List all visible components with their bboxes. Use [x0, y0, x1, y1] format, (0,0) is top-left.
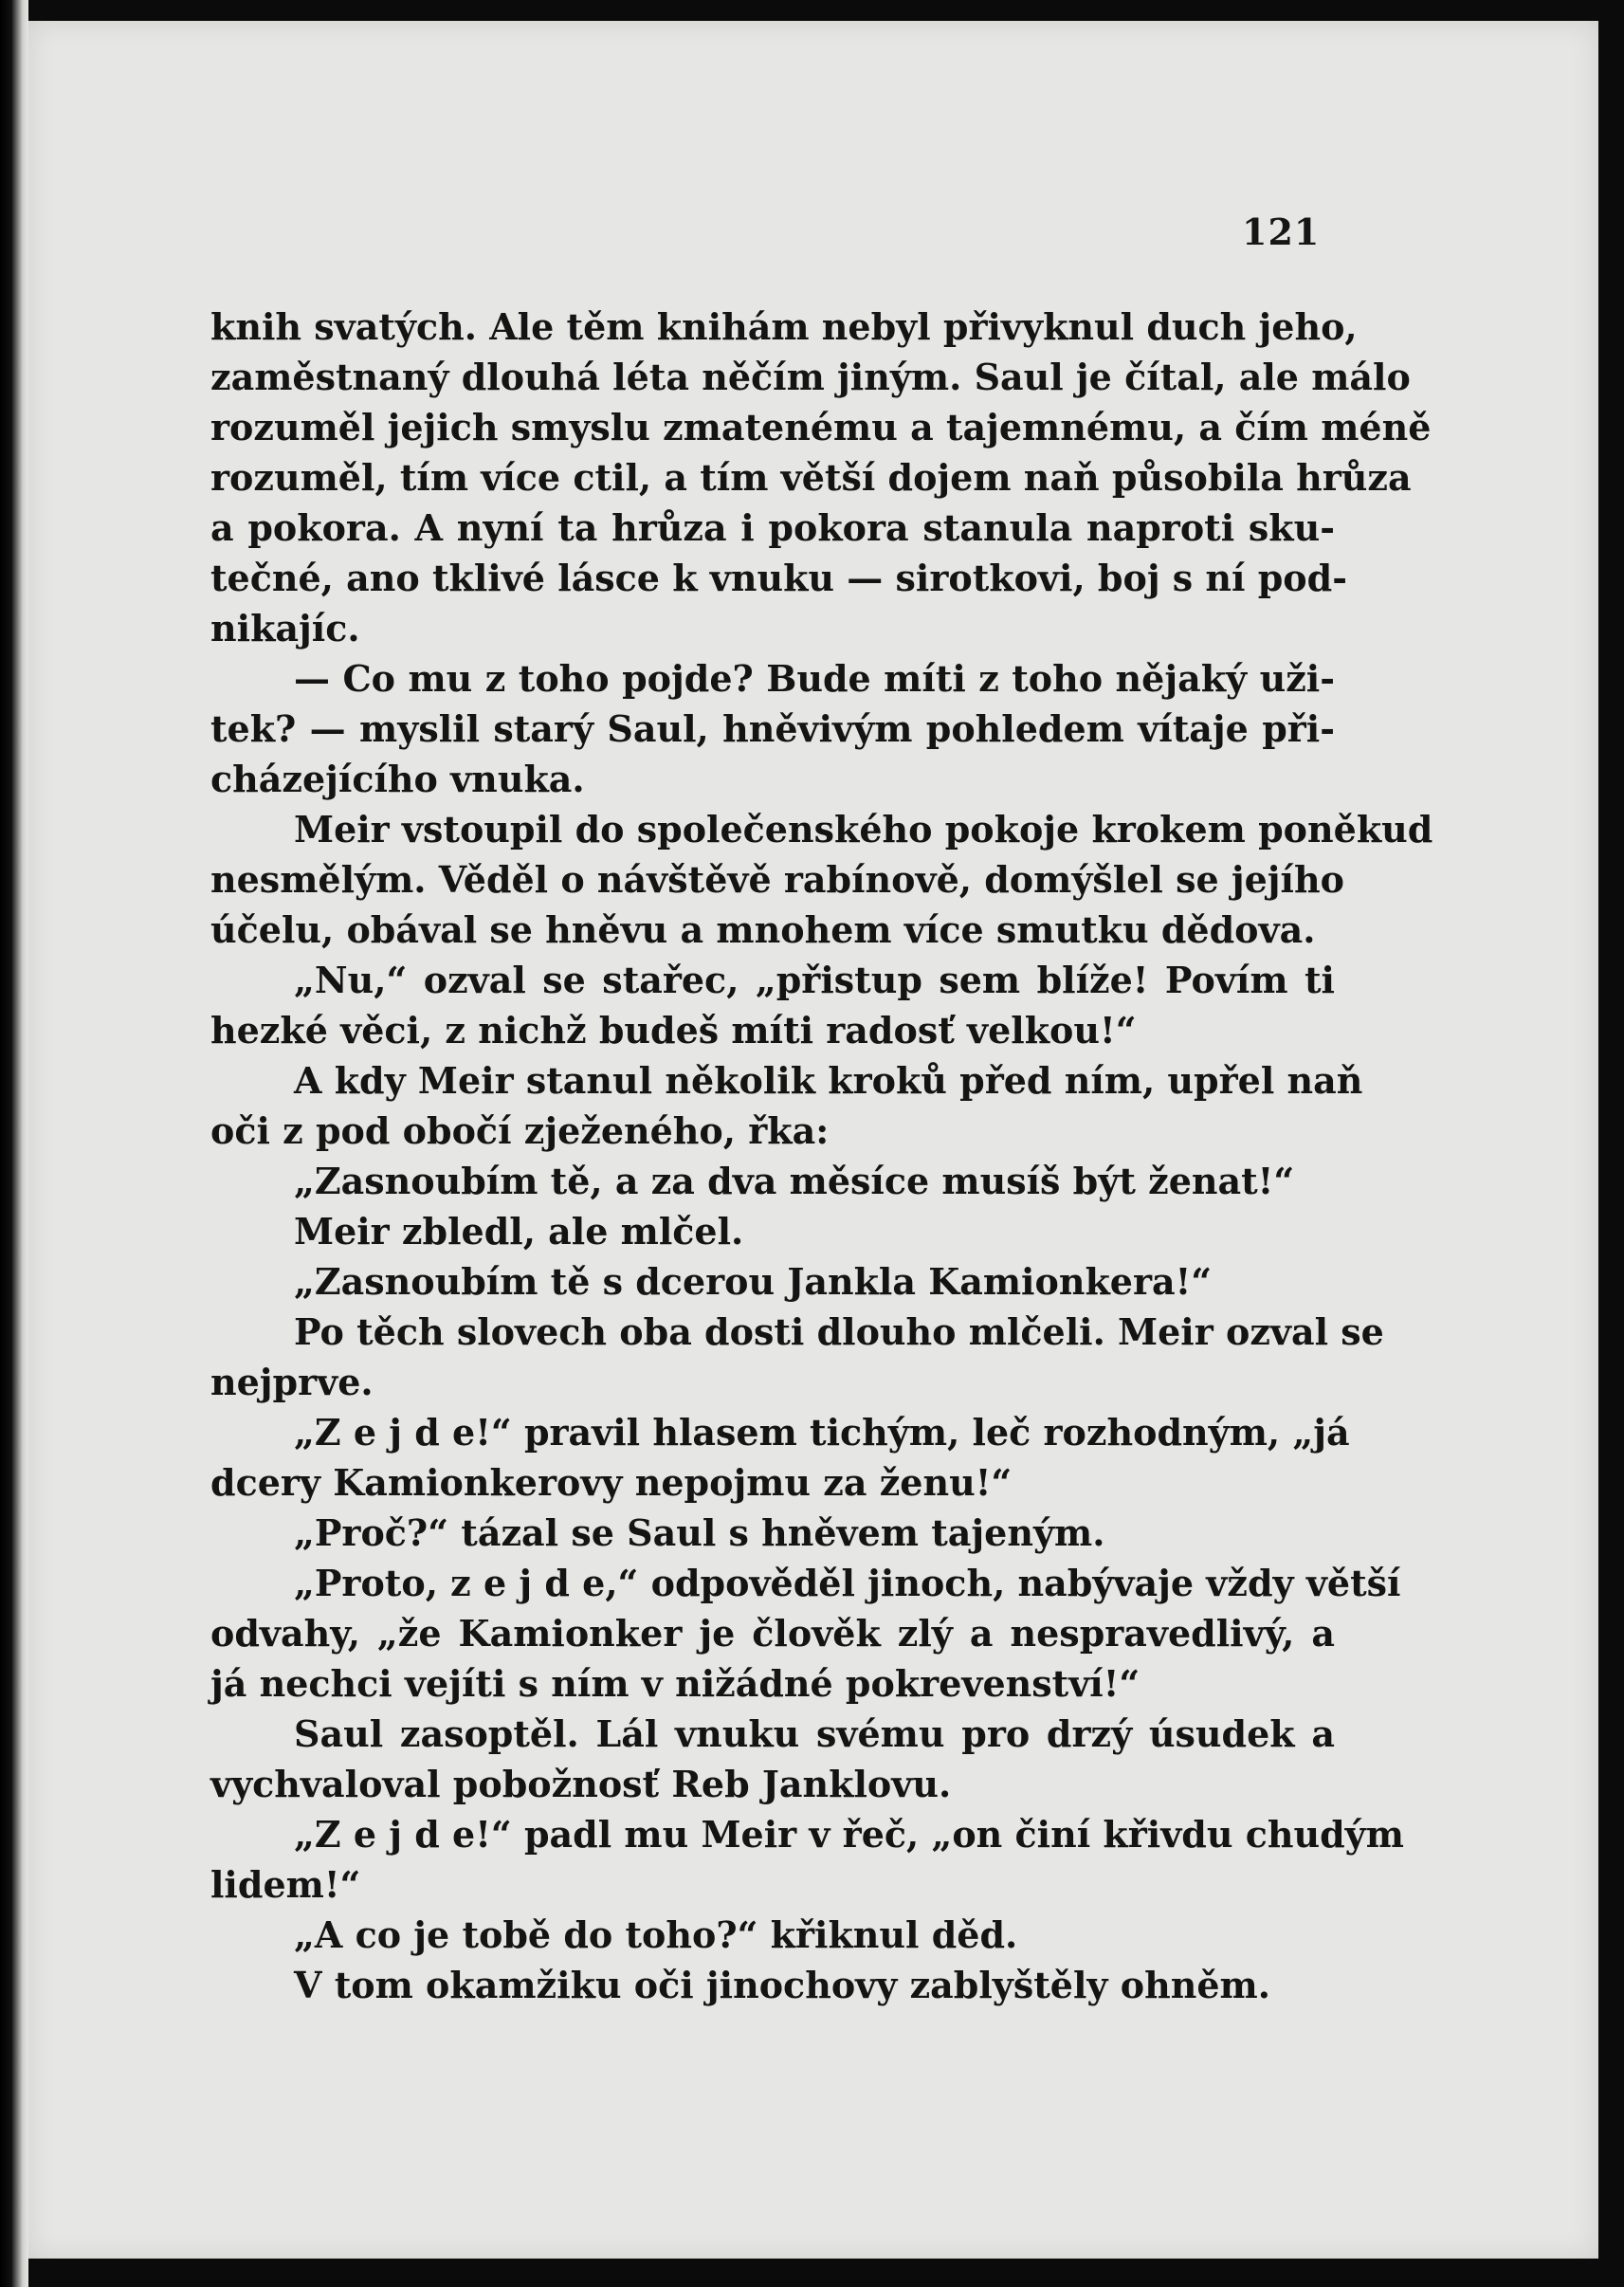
text-line: „Zasnoubím tě s dcerou Jankla Kamionkera!“ — [294, 1260, 1213, 1303]
text-line: V tom okamžiku oči jinochovy zablyštěly ohněm. — [294, 1964, 1270, 2006]
text-line: dcery Kamionkerovy nepojmu za ženu!“ — [210, 1461, 1013, 1504]
text-line: odvahy, „že Kamionker je člověk zlý a nespravedlivý, a — [210, 1612, 1335, 1655]
text-line: účelu, obával se hněvu a mnohem více smutku dědova. — [210, 908, 1316, 951]
text-line: oči z pod obočí zježeného, řka: — [210, 1109, 830, 1152]
text-line: „Z e j d e!“ pravil hlasem tichým, leč rozhodným, „já — [294, 1411, 1350, 1454]
text-line: knih svatých. Ale těm knihám nebyl přivyknul duch jeho, — [210, 305, 1358, 348]
text-line: lidem!“ — [210, 1863, 361, 1906]
text-line: „A co je tobě do toho?“ křiknul děd. — [294, 1913, 1018, 1956]
text-line: — Co mu z toho pojde? Bude míti z toho nějaký uži- — [294, 657, 1335, 700]
book-spine-shadow — [0, 0, 28, 2287]
text-line: „Proto, z e j d e,“ odpověděl jinoch, nabývaje vždy větší — [294, 1562, 1401, 1604]
text-line: tečné, ano tklivé lásce k vnuku — sirotkovi, boj s ní pod- — [210, 557, 1347, 599]
text-line: nejprve. — [210, 1361, 374, 1403]
text-line: „Zasnoubím tě, a za dva měsíce musíš být ženat!“ — [294, 1160, 1295, 1202]
text-line: tek? — myslil starý Saul, hněvivým pohledem vítaje při- — [210, 707, 1335, 750]
text-line: vychvaloval pobožnosť Reb Janklovu. — [210, 1763, 952, 1805]
text-line: Saul zasoptěl. Lál vnuku svému pro drzý úsudek a — [294, 1712, 1335, 1755]
text-line: Meir vstoupil do společenského pokoje krokem poněkud — [294, 808, 1433, 851]
text-line: hezké věci, z nichž budeš míti radosť velkou!“ — [210, 1009, 1137, 1052]
page-number: 121 — [1242, 210, 1321, 253]
text-line: rozuměl, tím více ctil, a tím větší dojem naň působila hrůza — [210, 456, 1412, 499]
text-line: a pokora. A nyní ta hrůza i pokora stanula naproti sku- — [210, 506, 1335, 549]
text-line: nikajíc. — [210, 607, 360, 650]
text-line: cházejícího vnuka. — [210, 758, 585, 800]
text-line: „Nu,“ ozval se stařec, „přistup sem blíže! Povím ti — [294, 959, 1335, 1001]
page-body-text — [210, 302, 1433, 2010]
text-line: „Z e j d e!“ padl mu Meir v řeč, „on činí křivdu chudým — [294, 1813, 1404, 1856]
text-line: já nechci vejíti s ním v nižádné pokrevenství!“ — [210, 1662, 1140, 1705]
text-line: A kdy Meir stanul několik kroků před ním, upřel naň — [294, 1059, 1363, 1102]
text-line: nesmělým. Věděl o návštěvě rabínově, domýšlel se jejího — [210, 858, 1344, 901]
text-line: Po těch slovech oba dosti dlouho mlčeli. Meir ozval se — [294, 1310, 1384, 1353]
text-line: Meir zbledl, ale mlčel. — [294, 1210, 744, 1253]
text-line: „Proč?“ tázal se Saul s hněvem tajeným. — [294, 1511, 1105, 1554]
text-line: zaměstnaný dlouhá léta něčím jiným. Saul je čítal, ale málo — [210, 356, 1411, 398]
text-line: rozuměl jejich smyslu zmatenému a tajemnému, a čím méně — [210, 406, 1432, 448]
